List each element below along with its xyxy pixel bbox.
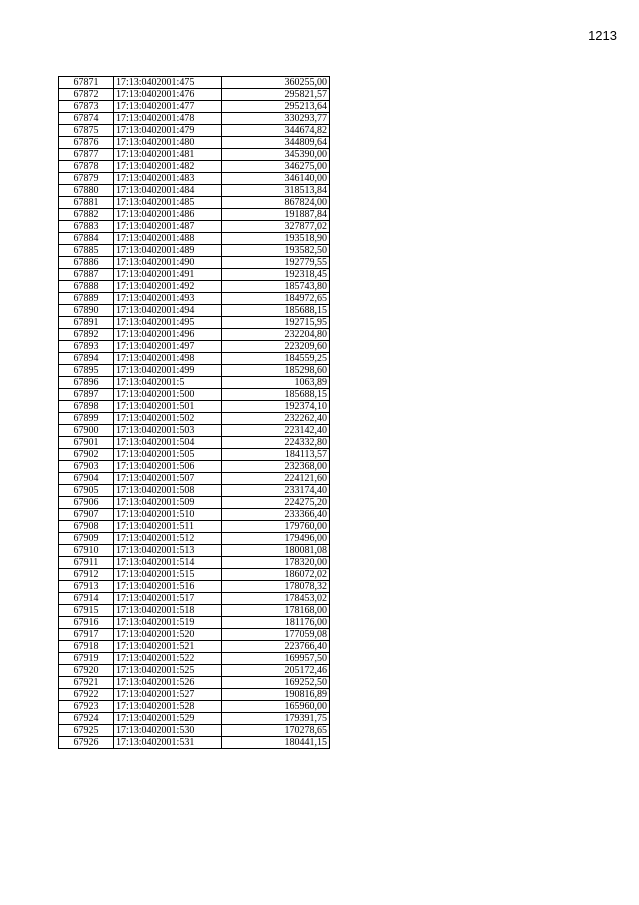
table-row bbox=[59, 665, 330, 677]
cadastral-number-cell: 17:13:0402001:516 bbox=[114, 581, 222, 593]
cadastral-value-cell: 193518,90 bbox=[222, 233, 330, 245]
cadastral-value-cell: 185298,60 bbox=[222, 365, 330, 377]
table-row bbox=[59, 257, 330, 269]
cadastral-number-cell: 17:13:0402001:519 bbox=[114, 617, 222, 629]
cadastral-value-cell: 184113,57 bbox=[222, 449, 330, 461]
cadastral-value-cell: 185688,15 bbox=[222, 389, 330, 401]
row-number-cell: 67888 bbox=[59, 281, 114, 293]
cadastral-value-cell: 177059,08 bbox=[222, 629, 330, 641]
table-row bbox=[59, 353, 330, 365]
table-row bbox=[59, 581, 330, 593]
row-number-cell: 67911 bbox=[59, 557, 114, 569]
table-row bbox=[59, 149, 330, 161]
row-number-cell: 67892 bbox=[59, 329, 114, 341]
cadastral-value-table bbox=[58, 76, 330, 749]
cadastral-number-cell: 17:13:0402001:509 bbox=[114, 497, 222, 509]
cadastral-value-cell: 184559,25 bbox=[222, 353, 330, 365]
row-number-cell: 67907 bbox=[59, 509, 114, 521]
cadastral-value-cell: 223142,40 bbox=[222, 425, 330, 437]
cadastral-number-cell: 17:13:0402001:490 bbox=[114, 257, 222, 269]
table-row bbox=[59, 461, 330, 473]
table-row bbox=[59, 329, 330, 341]
row-number-cell: 67880 bbox=[59, 185, 114, 197]
table-row bbox=[59, 617, 330, 629]
table-row bbox=[59, 137, 330, 149]
table-row bbox=[59, 437, 330, 449]
row-number-cell: 67925 bbox=[59, 725, 114, 737]
row-number-cell: 67872 bbox=[59, 89, 114, 101]
cadastral-number-cell: 17:13:0402001:500 bbox=[114, 389, 222, 401]
cadastral-number-cell: 17:13:0402001:481 bbox=[114, 149, 222, 161]
cadastral-number-cell: 17:13:0402001:529 bbox=[114, 713, 222, 725]
row-number-cell: 67893 bbox=[59, 341, 114, 353]
cadastral-number-cell: 17:13:0402001:502 bbox=[114, 413, 222, 425]
table-row bbox=[59, 209, 330, 221]
row-number-cell: 67902 bbox=[59, 449, 114, 461]
row-number-cell: 67915 bbox=[59, 605, 114, 617]
cadastral-value-cell: 223209,60 bbox=[222, 341, 330, 353]
table-row bbox=[59, 197, 330, 209]
cadastral-value-cell: 295213,64 bbox=[222, 101, 330, 113]
cadastral-value-cell: 224332,80 bbox=[222, 437, 330, 449]
table-row bbox=[59, 689, 330, 701]
cadastral-number-cell: 17:13:0402001:521 bbox=[114, 641, 222, 653]
cadastral-value-cell: 233174,40 bbox=[222, 485, 330, 497]
table-row bbox=[59, 101, 330, 113]
table-row bbox=[59, 281, 330, 293]
cadastral-number-cell: 17:13:0402001:514 bbox=[114, 557, 222, 569]
cadastral-value-cell: 360255,00 bbox=[222, 77, 330, 89]
row-number-cell: 67917 bbox=[59, 629, 114, 641]
table-row bbox=[59, 221, 330, 233]
row-number-cell: 67886 bbox=[59, 257, 114, 269]
cadastral-number-cell: 17:13:0402001:475 bbox=[114, 77, 222, 89]
cadastral-number-cell: 17:13:0402001:476 bbox=[114, 89, 222, 101]
table-row bbox=[59, 473, 330, 485]
cadastral-number-cell: 17:13:0402001:503 bbox=[114, 425, 222, 437]
cadastral-value-cell: 192715,95 bbox=[222, 317, 330, 329]
table-row bbox=[59, 629, 330, 641]
table-row bbox=[59, 365, 330, 377]
cadastral-number-cell: 17:13:0402001:504 bbox=[114, 437, 222, 449]
cadastral-value-cell: 330293,77 bbox=[222, 113, 330, 125]
cadastral-number-cell: 17:13:0402001:486 bbox=[114, 209, 222, 221]
table-row bbox=[59, 701, 330, 713]
cadastral-number-cell: 17:13:0402001:484 bbox=[114, 185, 222, 197]
row-number-cell: 67883 bbox=[59, 221, 114, 233]
cadastral-number-cell: 17:13:0402001:525 bbox=[114, 665, 222, 677]
row-number-cell: 67919 bbox=[59, 653, 114, 665]
page-number: 1213 bbox=[588, 28, 617, 43]
cadastral-number-cell: 17:13:0402001:520 bbox=[114, 629, 222, 641]
table-row bbox=[59, 533, 330, 545]
row-number-cell: 67914 bbox=[59, 593, 114, 605]
table-row bbox=[59, 173, 330, 185]
cadastral-number-cell: 17:13:0402001:522 bbox=[114, 653, 222, 665]
cadastral-number-cell: 17:13:0402001:491 bbox=[114, 269, 222, 281]
cadastral-number-cell: 17:13:0402001:493 bbox=[114, 293, 222, 305]
table-row bbox=[59, 545, 330, 557]
table-row bbox=[59, 497, 330, 509]
cadastral-number-cell: 17:13:0402001:489 bbox=[114, 245, 222, 257]
cadastral-value-cell: 224121,60 bbox=[222, 473, 330, 485]
table-row bbox=[59, 245, 330, 257]
cadastral-value-cell: 178453,02 bbox=[222, 593, 330, 605]
cadastral-value-cell: 224275,20 bbox=[222, 497, 330, 509]
cadastral-number-cell: 17:13:0402001:497 bbox=[114, 341, 222, 353]
table-row bbox=[59, 401, 330, 413]
table-row bbox=[59, 305, 330, 317]
table-row bbox=[59, 389, 330, 401]
row-number-cell: 67894 bbox=[59, 353, 114, 365]
table-row bbox=[59, 725, 330, 737]
cadastral-number-cell: 17:13:0402001:488 bbox=[114, 233, 222, 245]
row-number-cell: 67899 bbox=[59, 413, 114, 425]
cadastral-value-cell: 190816,89 bbox=[222, 689, 330, 701]
cadastral-value-cell: 191887,84 bbox=[222, 209, 330, 221]
cadastral-number-cell: 17:13:0402001:508 bbox=[114, 485, 222, 497]
cadastral-value-cell: 327877,02 bbox=[222, 221, 330, 233]
table-row bbox=[59, 509, 330, 521]
row-number-cell: 67879 bbox=[59, 173, 114, 185]
cadastral-number-cell: 17:13:0402001:515 bbox=[114, 569, 222, 581]
row-number-cell: 67875 bbox=[59, 125, 114, 137]
cadastral-value-cell: 185743,80 bbox=[222, 281, 330, 293]
row-number-cell: 67918 bbox=[59, 641, 114, 653]
table-row bbox=[59, 341, 330, 353]
table-row bbox=[59, 485, 330, 497]
cadastral-number-cell: 17:13:0402001:492 bbox=[114, 281, 222, 293]
cadastral-value-cell: 346275,00 bbox=[222, 161, 330, 173]
table-body bbox=[59, 77, 330, 749]
row-number-cell: 67920 bbox=[59, 665, 114, 677]
table-row bbox=[59, 569, 330, 581]
row-number-cell: 67874 bbox=[59, 113, 114, 125]
cadastral-number-cell: 17:13:0402001:505 bbox=[114, 449, 222, 461]
table-row bbox=[59, 557, 330, 569]
cadastral-value-cell: 169957,50 bbox=[222, 653, 330, 665]
cadastral-value-cell: 232368,00 bbox=[222, 461, 330, 473]
cadastral-value-cell: 192318,45 bbox=[222, 269, 330, 281]
cadastral-value-cell: 181176,00 bbox=[222, 617, 330, 629]
row-number-cell: 67873 bbox=[59, 101, 114, 113]
cadastral-number-cell: 17:13:0402001:513 bbox=[114, 545, 222, 557]
cadastral-number-cell: 17:13:0402001:510 bbox=[114, 509, 222, 521]
cadastral-number-cell: 17:13:0402001:506 bbox=[114, 461, 222, 473]
cadastral-number-cell: 17:13:0402001:495 bbox=[114, 317, 222, 329]
table-row bbox=[59, 125, 330, 137]
cadastral-value-cell: 318513,84 bbox=[222, 185, 330, 197]
row-number-cell: 67895 bbox=[59, 365, 114, 377]
row-number-cell: 67916 bbox=[59, 617, 114, 629]
cadastral-value-cell: 169252,50 bbox=[222, 677, 330, 689]
table-row bbox=[59, 605, 330, 617]
row-number-cell: 67910 bbox=[59, 545, 114, 557]
cadastral-number-cell: 17:13:0402001:498 bbox=[114, 353, 222, 365]
cadastral-number-cell: 17:13:0402001:485 bbox=[114, 197, 222, 209]
cadastral-value-cell: 179760,00 bbox=[222, 521, 330, 533]
row-number-cell: 67881 bbox=[59, 197, 114, 209]
cadastral-number-cell: 17:13:0402001:477 bbox=[114, 101, 222, 113]
cadastral-value-cell: 178078,32 bbox=[222, 581, 330, 593]
cadastral-value-cell: 179496,00 bbox=[222, 533, 330, 545]
cadastral-number-cell: 17:13:0402001:517 bbox=[114, 593, 222, 605]
table-row bbox=[59, 641, 330, 653]
cadastral-value-cell: 344809,64 bbox=[222, 137, 330, 149]
row-number-cell: 67906 bbox=[59, 497, 114, 509]
cadastral-value-cell: 223766,40 bbox=[222, 641, 330, 653]
table-row bbox=[59, 677, 330, 689]
cadastral-number-cell: 17:13:0402001:528 bbox=[114, 701, 222, 713]
cadastral-value-cell: 1063,89 bbox=[222, 377, 330, 389]
cadastral-number-cell: 17:13:0402001:496 bbox=[114, 329, 222, 341]
cadastral-number-cell: 17:13:0402001:483 bbox=[114, 173, 222, 185]
cadastral-number-cell: 17:13:0402001:499 bbox=[114, 365, 222, 377]
table-row bbox=[59, 185, 330, 197]
cadastral-number-cell: 17:13:0402001:487 bbox=[114, 221, 222, 233]
cadastral-number-cell: 17:13:0402001:478 bbox=[114, 113, 222, 125]
cadastral-number-cell: 17:13:0402001:511 bbox=[114, 521, 222, 533]
row-number-cell: 67923 bbox=[59, 701, 114, 713]
table-row bbox=[59, 269, 330, 281]
table-row bbox=[59, 161, 330, 173]
table-row bbox=[59, 713, 330, 725]
row-number-cell: 67926 bbox=[59, 737, 114, 749]
cadastral-value-cell: 193582,50 bbox=[222, 245, 330, 257]
table-row bbox=[59, 77, 330, 89]
cadastral-value-cell: 179391,75 bbox=[222, 713, 330, 725]
row-number-cell: 67912 bbox=[59, 569, 114, 581]
cadastral-number-cell: 17:13:0402001:526 bbox=[114, 677, 222, 689]
row-number-cell: 67898 bbox=[59, 401, 114, 413]
row-number-cell: 67901 bbox=[59, 437, 114, 449]
table-row bbox=[59, 233, 330, 245]
row-number-cell: 67903 bbox=[59, 461, 114, 473]
cadastral-number-cell: 17:13:0402001:531 bbox=[114, 737, 222, 749]
cadastral-value-cell: 867824,00 bbox=[222, 197, 330, 209]
row-number-cell: 67885 bbox=[59, 245, 114, 257]
table-row bbox=[59, 593, 330, 605]
cadastral-number-cell: 17:13:0402001:482 bbox=[114, 161, 222, 173]
cadastral-value-cell: 170278,65 bbox=[222, 725, 330, 737]
row-number-cell: 67891 bbox=[59, 317, 114, 329]
table-row bbox=[59, 113, 330, 125]
row-number-cell: 67900 bbox=[59, 425, 114, 437]
row-number-cell: 67887 bbox=[59, 269, 114, 281]
cadastral-value-cell: 186072,02 bbox=[222, 569, 330, 581]
row-number-cell: 67878 bbox=[59, 161, 114, 173]
cadastral-value-cell: 232204,80 bbox=[222, 329, 330, 341]
cadastral-value-cell: 345390,00 bbox=[222, 149, 330, 161]
table-row bbox=[59, 449, 330, 461]
row-number-cell: 67877 bbox=[59, 149, 114, 161]
cadastral-value-cell: 192779,55 bbox=[222, 257, 330, 269]
table-row bbox=[59, 521, 330, 533]
row-number-cell: 67924 bbox=[59, 713, 114, 725]
row-number-cell: 67905 bbox=[59, 485, 114, 497]
cadastral-number-cell: 17:13:0402001:480 bbox=[114, 137, 222, 149]
cadastral-value-cell: 233366,40 bbox=[222, 509, 330, 521]
table-row bbox=[59, 653, 330, 665]
row-number-cell: 67909 bbox=[59, 533, 114, 545]
cadastral-number-cell: 17:13:0402001:494 bbox=[114, 305, 222, 317]
row-number-cell: 67876 bbox=[59, 137, 114, 149]
cadastral-number-cell: 17:13:0402001:507 bbox=[114, 473, 222, 485]
table-row bbox=[59, 425, 330, 437]
row-number-cell: 67871 bbox=[59, 77, 114, 89]
table-row bbox=[59, 413, 330, 425]
table-row bbox=[59, 89, 330, 101]
cadastral-number-cell: 17:13:0402001:479 bbox=[114, 125, 222, 137]
cadastral-number-cell: 17:13:0402001:512 bbox=[114, 533, 222, 545]
cadastral-value-cell: 165960,00 bbox=[222, 701, 330, 713]
cadastral-value-cell: 295821,57 bbox=[222, 89, 330, 101]
cadastral-value-cell: 232262,40 bbox=[222, 413, 330, 425]
row-number-cell: 67882 bbox=[59, 209, 114, 221]
cadastral-value-cell: 180081,08 bbox=[222, 545, 330, 557]
cadastral-value-cell: 344674,82 bbox=[222, 125, 330, 137]
row-number-cell: 67922 bbox=[59, 689, 114, 701]
row-number-cell: 67884 bbox=[59, 233, 114, 245]
row-number-cell: 67904 bbox=[59, 473, 114, 485]
cadastral-number-cell: 17:13:0402001:527 bbox=[114, 689, 222, 701]
row-number-cell: 67889 bbox=[59, 293, 114, 305]
cadastral-value-cell: 346140,00 bbox=[222, 173, 330, 185]
cadastral-value-cell: 185688,15 bbox=[222, 305, 330, 317]
table-row bbox=[59, 293, 330, 305]
row-number-cell: 67896 bbox=[59, 377, 114, 389]
row-number-cell: 67890 bbox=[59, 305, 114, 317]
row-number-cell: 67908 bbox=[59, 521, 114, 533]
cadastral-value-cell: 178168,00 bbox=[222, 605, 330, 617]
row-number-cell: 67897 bbox=[59, 389, 114, 401]
table-row bbox=[59, 317, 330, 329]
row-number-cell: 67913 bbox=[59, 581, 114, 593]
cadastral-number-cell: 17:13:0402001:518 bbox=[114, 605, 222, 617]
cadastral-value-cell: 184972,65 bbox=[222, 293, 330, 305]
cadastral-number-cell: 17:13:0402001:5 bbox=[114, 377, 222, 389]
cadastral-number-cell: 17:13:0402001:501 bbox=[114, 401, 222, 413]
cadastral-number-cell: 17:13:0402001:530 bbox=[114, 725, 222, 737]
row-number-cell: 67921 bbox=[59, 677, 114, 689]
cadastral-value-cell: 205172,46 bbox=[222, 665, 330, 677]
table-row bbox=[59, 737, 330, 749]
cadastral-value-cell: 180441,15 bbox=[222, 737, 330, 749]
table-row bbox=[59, 377, 330, 389]
cadastral-value-cell: 192374,10 bbox=[222, 401, 330, 413]
cadastral-value-cell: 178320,00 bbox=[222, 557, 330, 569]
